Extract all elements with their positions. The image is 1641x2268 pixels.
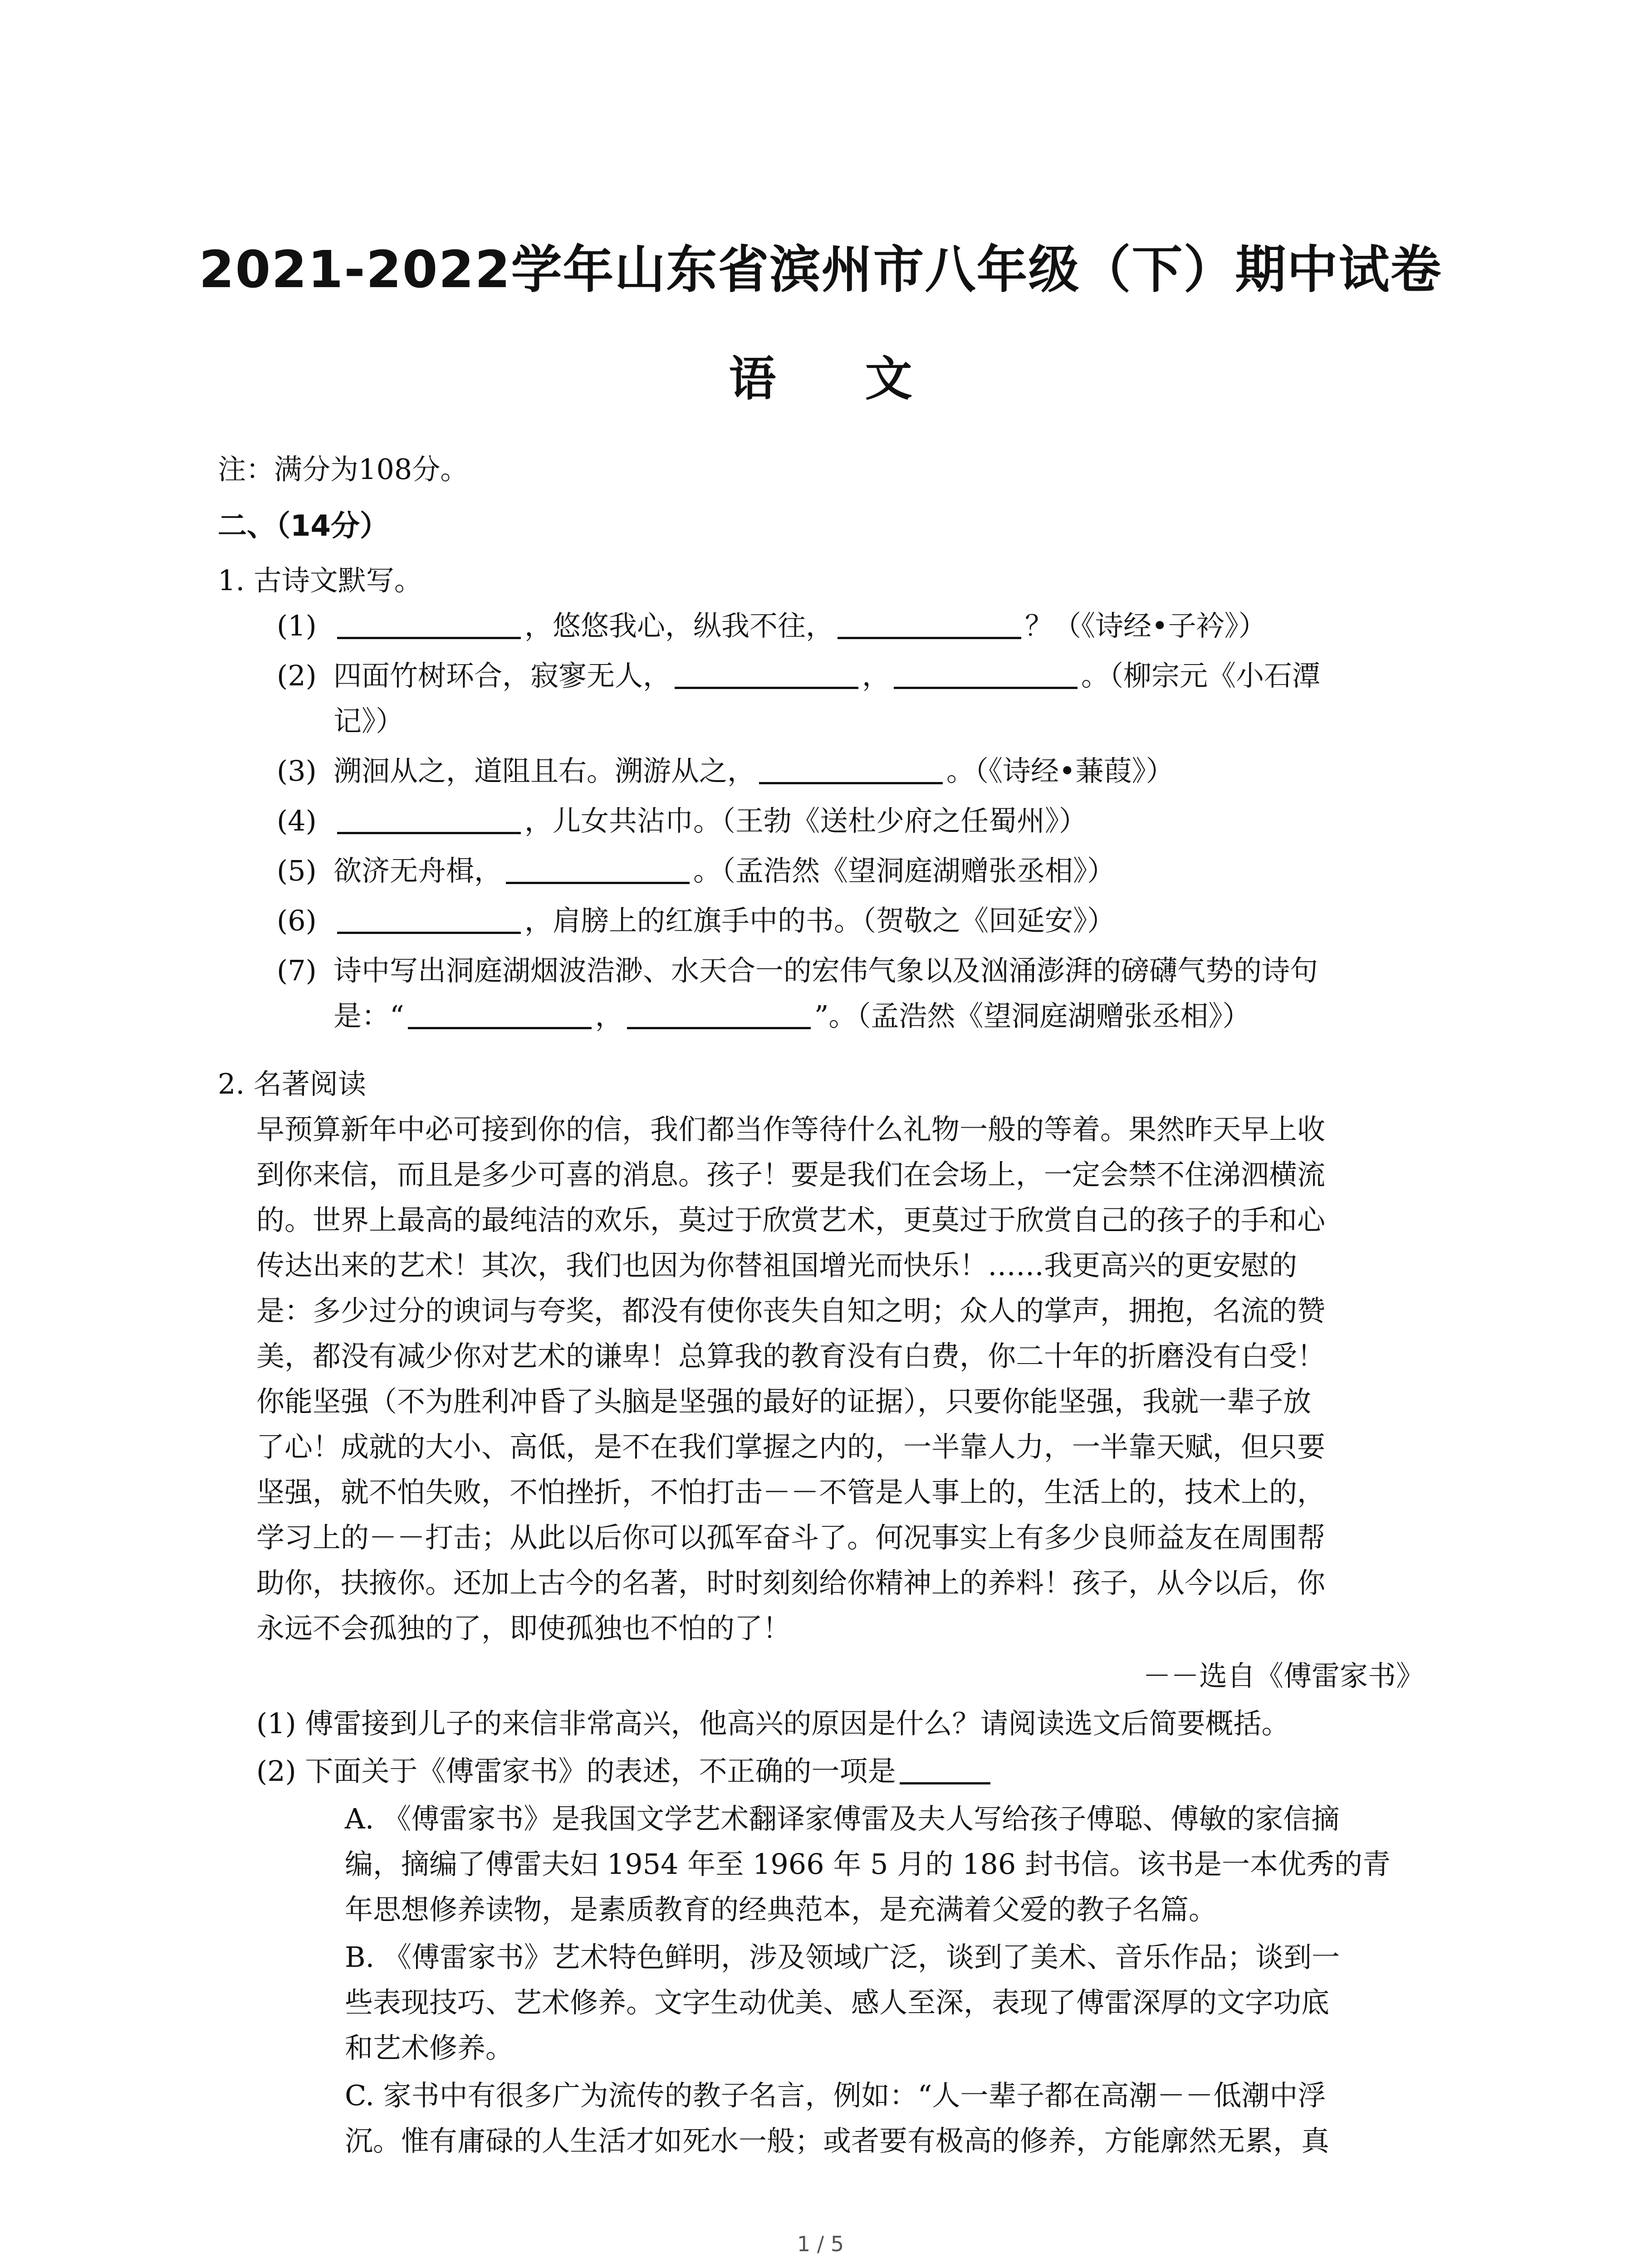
score-note: 注：满分为108分。	[218, 453, 469, 486]
answer-blank[interactable]	[408, 1000, 592, 1029]
item-number: (7)	[277, 954, 317, 987]
item-text: 。（《诗经•蒹葭》）	[946, 754, 1174, 787]
item-text: ”。（孟浩然《望洞庭湖赠张丞相》）	[814, 999, 1251, 1032]
passage-line: 传达出来的艺术！其次，我们也因为你替祖国增光而快乐！……我更高兴的更安慰的	[256, 1249, 1298, 1282]
item-text: 欲济无舟楫，	[333, 854, 503, 887]
option-c[interactable]: C. 家书中有很多广为流传的教子名言，例如：“人一辈子都在高潮－－低潮中浮	[345, 2079, 1326, 2112]
q1-item-2-continued: 记》）	[333, 704, 404, 738]
passage-source: －－选自《傅雷家书》	[1142, 1659, 1424, 1692]
passage-line: 你能坚强（不为胜利冲昏了头脑是坚强的最好的证据），只要你能坚强，我就一辈子放	[256, 1385, 1312, 1418]
option-b-continued: 和艺术修养。	[345, 2031, 514, 2064]
item-number: (5)	[277, 854, 317, 887]
answer-blank[interactable]	[759, 755, 943, 784]
answer-blank[interactable]	[337, 610, 521, 639]
item-text: ，儿女共沾巾。（王勃《送杜少府之任蜀州》）	[524, 804, 1087, 837]
passage-line: 美，都没有减少你对艺术的谦卑！总算我的教育没有白费，你二十年的折磨没有白受！	[256, 1339, 1326, 1373]
answer-blank[interactable]	[675, 660, 858, 689]
q1-item-6	[277, 898, 1115, 943]
passage-line: 学习上的－－打击；从此以后你可以孤军奋斗了。何况事实上有多少良师益友在周围帮	[256, 1521, 1326, 1554]
passage-line: 坚强，就不怕失败，不怕挫折，不怕打击－－不管是人事上的，生活上的，技术上的，	[256, 1476, 1326, 1509]
answer-blank[interactable]	[894, 660, 1078, 689]
item-text: ，肩膀上的红旗手中的书。（贺敬之《回延安》）	[524, 904, 1116, 937]
item-number: (4)	[277, 804, 317, 837]
q1-item-7	[277, 948, 1318, 993]
item-number: (1)	[277, 609, 317, 642]
item-text: 溯洄从之，道阻且右。溯游从之，	[333, 754, 756, 787]
question-2-heading: 2. 名著阅读	[218, 1067, 366, 1100]
option-b-continued: 些表现技巧、艺术修养。文字生动优美、感人至深，表现了傅雷深厚的文字功底	[345, 1986, 1330, 2019]
item-text: ，悠悠我心，纵我不往，	[524, 609, 834, 642]
passage-line: 了心！成就的大小、高低，是不在我们掌握之内的，一半靠人力，一半靠天赋，但只要	[256, 1430, 1326, 1463]
item-text: 四面竹树环合，寂寥无人，	[333, 659, 671, 692]
passage-line: 助你，扶掖你。还加上古今的名著，时时刻刻给你精神上的养料！孩子，从今以后，你	[256, 1566, 1326, 1599]
passage-line: 早预算新年中必可接到你的信，我们都当作等待什么礼物一般的等着。果然昨天早上收	[256, 1113, 1326, 1146]
answer-blank[interactable]	[627, 1000, 811, 1029]
item-text: ，	[862, 659, 891, 692]
option-a[interactable]: A. 《傅雷家书》是我国文学艺术翻译家傅雷及夫人写给孩子傅聪、傅敏的家信摘	[345, 1802, 1340, 1835]
item-text: ？（《诗经•子衿》）	[1025, 609, 1267, 642]
q1-item-4	[277, 798, 1087, 844]
answer-blank[interactable]	[337, 904, 521, 934]
option-b[interactable]: B. 《傅雷家书》艺术特色鲜明，涉及领域广泛，谈到了美术、音乐作品；谈到一	[345, 1941, 1340, 1974]
answer-blank[interactable]	[838, 610, 1021, 639]
option-c-continued: 沉。惟有庸碌的人生活才如死水一般；或者要有极高的修养，方能廓然无累，真	[345, 2124, 1330, 2157]
answer-blank[interactable]	[900, 1755, 990, 1784]
q1-item-2	[277, 653, 1320, 699]
exam-title: 2021-2022学年山东省滨州市八年级（下）期中试卷	[199, 240, 1442, 299]
answer-blank[interactable]	[506, 855, 690, 884]
item-number: (3)	[277, 754, 317, 787]
item-text: 。（孟浩然《望洞庭湖赠张丞相》）	[693, 854, 1116, 887]
option-a-continued: 年思想修养读物，是素质教育的经典范本，是充满着父爱的教子名篇。	[345, 1893, 1217, 1926]
item-number: (6)	[277, 904, 317, 937]
answer-blank[interactable]	[337, 805, 521, 834]
item-text: 是：“	[333, 999, 404, 1032]
item-text: (2) 下面关于《傅雷家书》的表述，不正确的一项是	[256, 1755, 896, 1788]
passage-line: 到你来信，而且是多少可喜的消息。孩子！要是我们在会场上，一定会禁不住涕泗横流	[256, 1158, 1326, 1191]
section-heading: 二、（14分）	[218, 509, 389, 543]
passage-line: 的。世界上最高的最纯洁的欢乐，莫过于欣赏艺术，更莫过于欣赏自己的孩子的手和心	[256, 1203, 1326, 1237]
item-text: ，	[595, 999, 623, 1032]
item-text: 。（柳宗元《小石潭	[1081, 659, 1321, 692]
option-a-continued: 编，摘编了傅雷夫妇 1954 年至 1966 年 5 月的 186 封书信。该书是一本优秀的青	[345, 1848, 1391, 1881]
q2-subquestion-1: (1) 傅雷接到儿子的来信非常高兴，他高兴的原因是什么？请阅读选文后简要概括。	[256, 1707, 1290, 1740]
passage-line: 永远不会孤独的了，即使孤独也不怕的了！	[256, 1612, 791, 1645]
question-1-heading: 1. 古诗文默写。	[218, 564, 422, 597]
passage-line: 是：多少过分的谀词与夸奖，都没有使你丧失自知之明；众人的掌声，拥抱，名流的赞	[256, 1294, 1326, 1327]
page-number: 1 / 5	[797, 2232, 844, 2256]
item-text: 诗中写出洞庭湖烟波浩渺、水天合一的宏伟气象以及汹涌澎湃的磅礴气势的诗句	[333, 954, 1318, 987]
subject-title: 语 文	[729, 351, 949, 406]
q1-item-1	[277, 603, 1267, 649]
q1-item-7-continued	[333, 993, 1250, 1039]
item-number: (2)	[277, 659, 317, 692]
q1-item-3	[277, 748, 1174, 794]
q2-subquestion-2	[256, 1749, 994, 1794]
q1-item-5	[277, 848, 1115, 894]
